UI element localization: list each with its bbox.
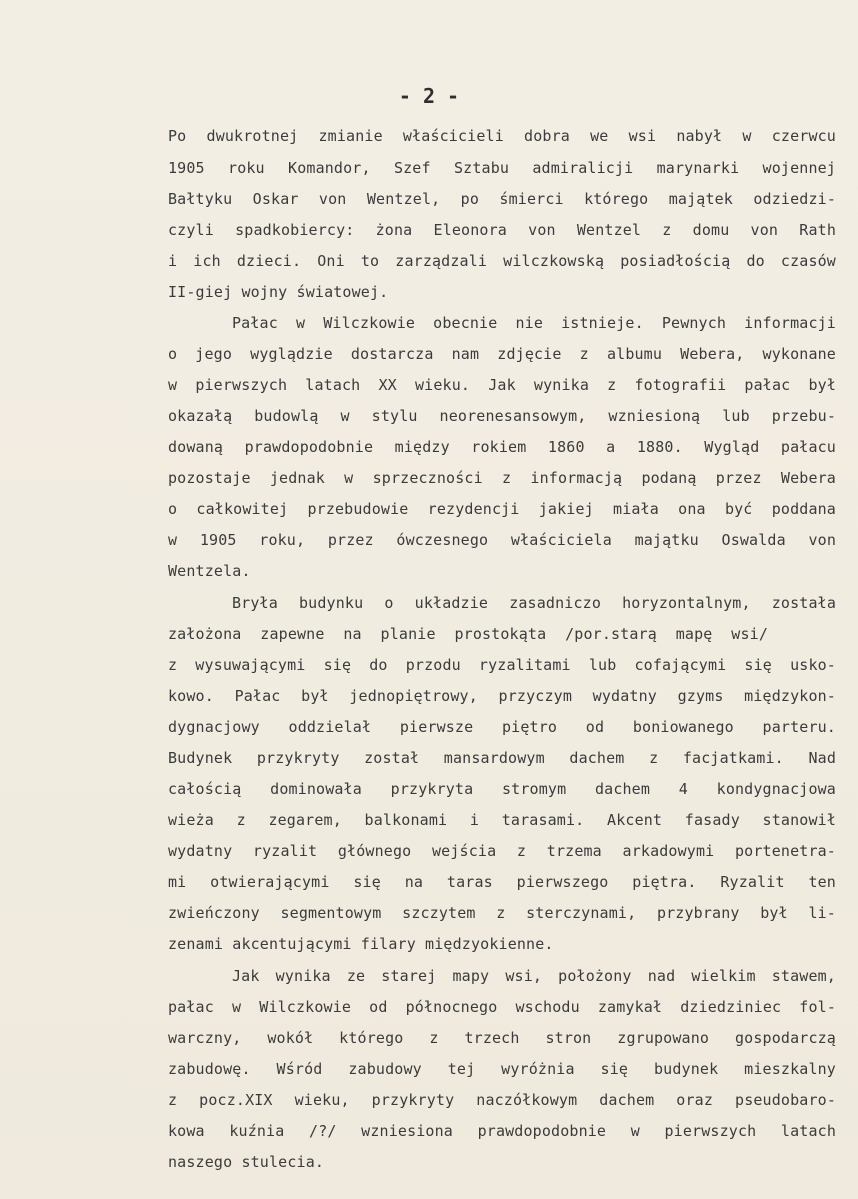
text-line: zwieńczony segmentowym szczytem z sterczynami, przybrany był li- bbox=[168, 904, 836, 922]
text-line: warczny, wokół którego z trzech stron zgrupowano gospodarczą bbox=[168, 1029, 836, 1047]
text-line: z wysuwającymi się do przodu ryzalitami lub cofającymi się usko- bbox=[168, 656, 836, 674]
text-line: wieża z zegarem, balkonami i tarasami. Akcent fasady stanowił bbox=[168, 811, 836, 829]
text-line: zabudowę. Wśród zabudowy tej wyróżnia się budynek mieszkalny bbox=[168, 1060, 836, 1078]
text-line: o całkowitej przebudowie rezydencji jakiej miała ona być poddana bbox=[168, 500, 836, 518]
text-line: z pocz.XIX wieku, przykryty naczółkowym dachem oraz pseudobaro- bbox=[168, 1091, 836, 1109]
page-number: - 2 - bbox=[398, 84, 460, 108]
text-line: wydatny ryzalit głównego wejścia z trzema arkadowymi portenetra- bbox=[168, 842, 836, 860]
text-line: dowaną prawdopodobnie między rokiem 1860 a 1880. Wygląd pałacu bbox=[168, 438, 836, 456]
text-line: okazałą budowlą w stylu neorenesansowym, wzniesioną lub przebu- bbox=[168, 407, 836, 425]
text-line: II-giej wojny światowej. bbox=[168, 283, 389, 301]
text-line: założona zapewne na planie prostokąta /por.starą mapę wsi/ bbox=[168, 625, 768, 643]
text-line: naszego stulecia. bbox=[168, 1153, 325, 1171]
text-line: Budynek przykryty został mansardowym dachem z facjatkami. Nad bbox=[168, 749, 836, 767]
text-line: i ich dzieci. Oni to zarządzali wilczkowską posiadłością do czasów bbox=[168, 252, 836, 270]
text-line: zenami akcentującymi filary międzyokienne. bbox=[168, 935, 554, 953]
text-line: całością dominowała przykryta stromym dachem 4 kondygnacjowa bbox=[168, 780, 836, 798]
text-line: Wentzela. bbox=[168, 562, 251, 580]
text-line: Pałac w Wilczkowie obecnie nie istnieje. Pewnych informacji bbox=[232, 314, 836, 332]
text-line: Bałtyku Oskar von Wentzel, po śmierci którego majątek odziedzi- bbox=[168, 190, 836, 208]
text-line: w 1905 roku, przez ówczesnego właściciela majątku Oswalda von bbox=[168, 531, 836, 549]
text-line: kowa kuźnia /?/ wzniesiona prawdopodobnie w pierwszych latach bbox=[168, 1122, 836, 1140]
text-line: 1905 roku Komandor, Szef Sztabu admiralicji marynarki wojennej bbox=[168, 159, 836, 177]
text-line: dygnacjowy oddzielał pierwsze piętro od boniowanego parteru. bbox=[168, 718, 836, 736]
text-line: o jego wyglądzie dostarcza nam zdjęcie z albumu Webera, wykonane bbox=[168, 345, 836, 363]
text-line: Bryła budynku o układzie zasadniczo horyzontalnym, została bbox=[232, 594, 836, 612]
text-line: pałac w Wilczkowie od północnego wschodu zamykał dziedziniec fol- bbox=[168, 998, 836, 1016]
text-line: Po dwukrotnej zmianie właścicieli dobra we wsi nabył w czerwcu bbox=[168, 127, 836, 145]
text-line: mi otwierającymi się na taras pierwszego piętra. Ryzalit ten bbox=[168, 873, 836, 891]
text-line: kowo. Pałac był jednopiętrowy, przyczym wydatny gzyms międzykon- bbox=[168, 687, 836, 705]
text-line: w pierwszych latach XX wieku. Jak wynika z fotografii pałac był bbox=[168, 376, 836, 394]
text-line: pozostaje jednak w sprzeczności z informacją podaną przez Webera bbox=[168, 469, 836, 487]
text-line: czyli spadkobiercy: żona Eleonora von Wentzel z domu von Rath bbox=[168, 221, 836, 239]
text-line: Jak wynika ze starej mapy wsi, położony nad wielkim stawem, bbox=[232, 967, 836, 985]
